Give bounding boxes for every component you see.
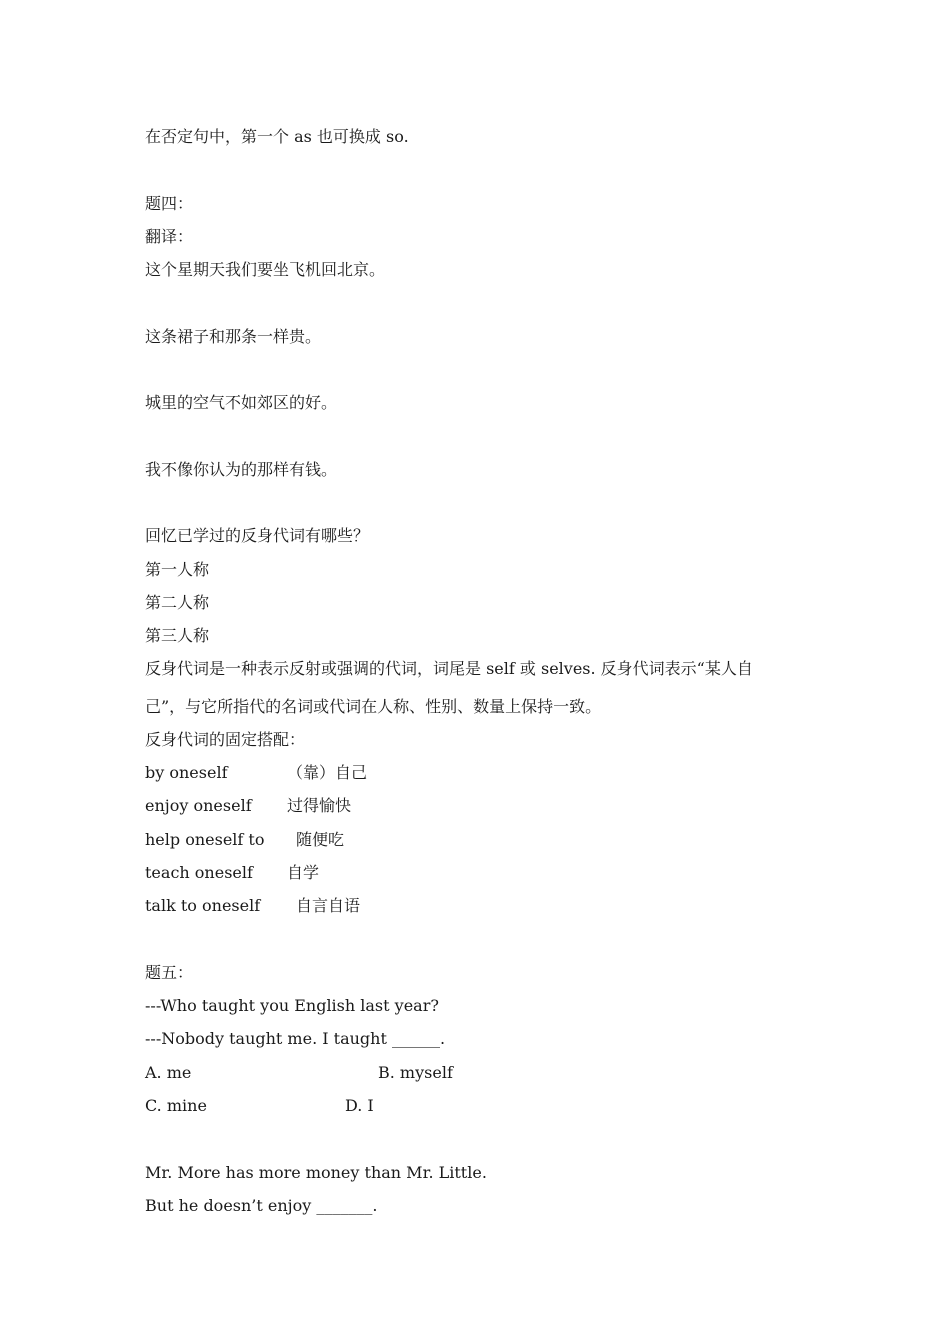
collocation-zh: （靠）自己: [287, 763, 368, 782]
follow-up-line-2: But he doesn’t enjoy _______.: [145, 1196, 378, 1215]
follow-up-line-1: Mr. More has more money than Mr. Little.: [145, 1163, 487, 1182]
translation-sentence-3: 城里的空气不如郊区的好。: [145, 393, 338, 412]
q5-heading: 题五：: [145, 963, 194, 982]
q4-heading: 题四：: [145, 194, 194, 213]
option-d: D. I: [345, 1096, 374, 1115]
person-third: 第三人称: [145, 626, 210, 645]
collocation-title: 反身代词的固定搭配：: [145, 730, 306, 749]
dialogue-answer: ---Nobody taught me. I taught ______.: [145, 1029, 446, 1048]
translation-sentence-1: 这个星期天我们要坐飞机回北京。: [145, 260, 386, 279]
collocation-en: help oneself to: [145, 830, 265, 849]
definition-line-1: 反身代词是一种表示反射或强调的代词，词尾是 self 或 selves. 反身代词表示“某人自: [145, 659, 753, 678]
dialogue-question: ---Who taught you English last year?: [145, 996, 439, 1015]
collocation-zh: 自言自语: [296, 896, 361, 915]
reflexive-question: 回忆已学过的反身代词有哪些？: [145, 526, 370, 545]
person-second: 第二人称: [145, 593, 210, 612]
as-so-note: 在否定句中，第一个 as 也可换成 so.: [145, 127, 409, 146]
collocation-zh: 随便吃: [296, 830, 345, 849]
collocation-en: teach oneself: [145, 863, 253, 882]
option-b: B. myself: [378, 1063, 453, 1082]
option-c: C. mine: [145, 1096, 207, 1115]
collocation-en: by oneself: [145, 763, 228, 782]
collocation-en: talk to oneself: [145, 896, 261, 915]
collocation-en: enjoy oneself: [145, 796, 252, 815]
collocation-zh: 自学: [287, 863, 320, 882]
option-a: A. me: [145, 1063, 192, 1082]
translation-sentence-4: 我不像你认为的那样有钱。: [145, 460, 338, 479]
definition-line-2: 己”，与它所指代的名词或代词在人称、性别、数量上保持一致。: [145, 697, 602, 716]
translation-sentence-2: 这条裙子和那条一样贵。: [145, 327, 322, 346]
q4-label: 翻译：: [145, 227, 194, 246]
collocation-zh: 过得愉快: [287, 796, 352, 815]
person-first: 第一人称: [145, 560, 210, 579]
